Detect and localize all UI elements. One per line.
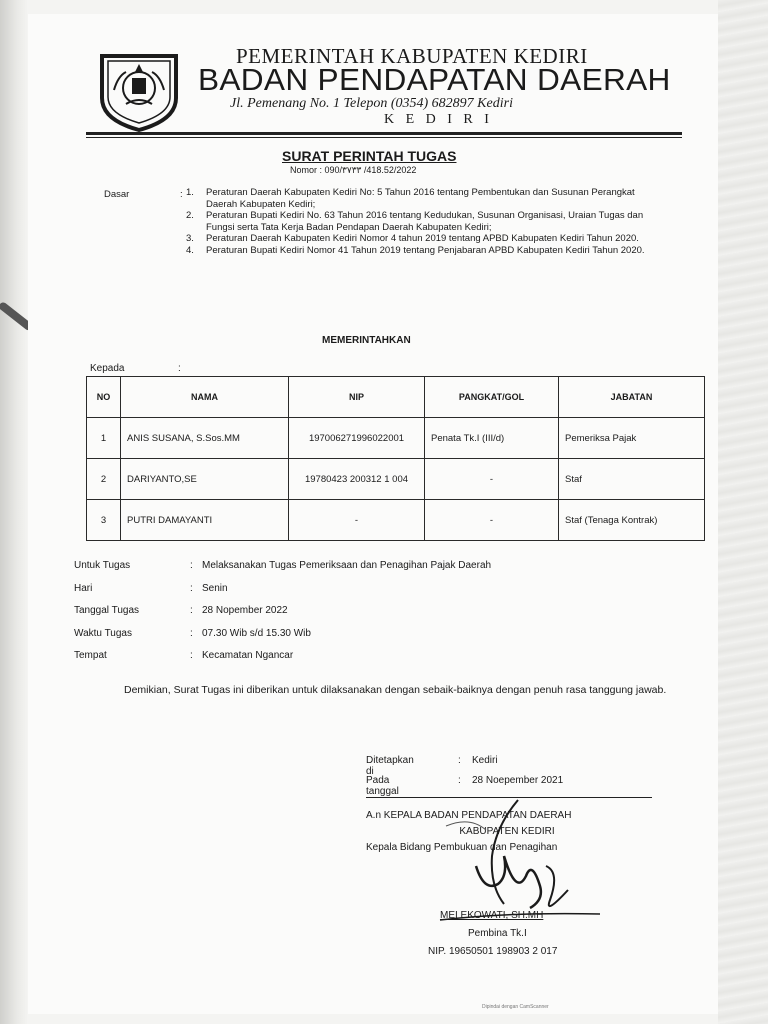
cell-nama: PUTRI DAMAYANTI: [121, 500, 289, 541]
kepada-label: Kepada: [90, 363, 125, 374]
staff-table: [86, 376, 705, 541]
header-nama: NAMA: [121, 377, 289, 418]
cell-no: 3: [87, 500, 121, 541]
cell-pangkat: Penata Tk.I (III/d): [425, 418, 559, 459]
cell-pangkat: -: [425, 459, 559, 500]
signature-title: A.n KEPALA BADAN PENDAPATAN DAERAH KABUPATEN KEDIRI Kepala Bidang Pembukuan dan Penagihan: [366, 810, 572, 853]
table-row: [87, 500, 705, 541]
task-row: Tempat : Kecamatan Ngancar: [74, 650, 294, 661]
header-pangkat: PANGKAT/GOL: [425, 377, 559, 418]
signatory-name: MEI EKOWATI, SH.MH: [440, 910, 544, 921]
letterhead-agency: BADAN PENDAPATAN DAERAH: [198, 62, 671, 97]
kediri-seal-icon: [96, 50, 182, 132]
header-no: NO: [87, 377, 121, 418]
dasar-item: 1. Peraturan Daerah Kabupaten Kediri No: 5 Tahun 2016 tentang Pembentukan dan Susunan Perangkat Daerah Kabupaten Kediri;: [186, 187, 635, 210]
cell-jabatan: Pemeriksa Pajak: [559, 418, 705, 459]
task-row: Waktu Tugas : 07.30 Wib s/d 15.30 Wib: [74, 627, 311, 639]
task-row: Untuk Tugas : Melaksanakan Tugas Pemeriksaan dan Penagihan Pajak Daerah: [74, 560, 492, 571]
dasar-item: 2. Peraturan Bupati Kediri No. 63 Tahun 2016 tentang Kedudukan, Susunan Organisasi, Uraian Tugas dan Fungsi serta Tata Kerja Badan Pendapan Daerah Kabupaten Kediri;: [186, 210, 644, 233]
letterhead-government: PEMERINTAH KABUPATEN KEDIRI: [236, 44, 588, 68]
memerintahkan-heading: MEMERINTAHKAN: [322, 335, 411, 346]
cell-no: 1: [87, 418, 121, 459]
cell-jabatan: Staf (Tenaga Kontrak): [559, 500, 705, 541]
letterhead-rule-thick: [86, 132, 682, 135]
scan-left-edge: [0, 0, 28, 1024]
dasar-colon: :: [180, 189, 183, 200]
table-header-row: [87, 377, 705, 418]
dasar-item: 4. Peraturan Bupati Kediri Nomor 41 Tahun 2019 tentang Penjabaran APBD Kabupaten Kediri Tahun 2020.: [186, 244, 645, 256]
cell-no: 2: [87, 459, 121, 500]
dasar-label: Dasar: [104, 189, 130, 200]
table-row: [87, 418, 705, 459]
scanner-note: Dipindai dengan CamScanner: [482, 1004, 549, 1010]
task-row: Tanggal Tugas : 28 Nopember 2022: [74, 605, 288, 616]
letterhead-rule-thin: [86, 137, 682, 138]
letterhead-address: Jl. Pemenang No. 1 Telepon (0354) 682897 Kediri: [230, 96, 513, 111]
cell-nama: ANIS SUSANA, S.Sos.MM: [121, 418, 289, 459]
document-number: Nomor : 090/٣٧٣٣ /418.52/2022: [290, 165, 417, 175]
table-row: [87, 459, 705, 500]
header-jabatan: JABATAN: [559, 377, 705, 418]
closing-paragraph: Demikian, Surat Tugas ini diberikan untuk dilaksanakan dengan sebaik-baiknya dengan penuh rasa tanggung jawab.: [124, 684, 667, 696]
scan-right-edge: [718, 0, 768, 1024]
cell-pangkat: -: [425, 500, 559, 541]
task-row: Hari : Senin: [74, 582, 228, 594]
signatory-nip: NIP. 19650501 198903 2 017: [428, 946, 558, 955]
cell-nip: -: [289, 500, 425, 541]
cell-nama: DARIYANTO,SE: [121, 459, 289, 500]
kepada-colon: :: [178, 363, 181, 374]
dasar-list: [186, 187, 666, 256]
cell-nip: 197006271996022001: [289, 418, 425, 459]
task-details: [74, 560, 694, 673]
letterhead-city: K E D I R I: [384, 112, 493, 127]
cell-nip: 19780423 200312 1 004: [289, 459, 425, 500]
signatory-rank: Pembina Tk.I: [468, 928, 527, 939]
dasar-item: 3. Peraturan Daerah Kabupaten Kediri Nomor 4 tahun 2019 tentang APBD Kabupaten Kediri Tahun 2020.: [186, 233, 639, 244]
document-title: SURAT PERINTAH TUGAS: [282, 148, 457, 164]
header-nip: NIP: [289, 377, 425, 418]
cell-jabatan: Staf: [559, 459, 705, 500]
